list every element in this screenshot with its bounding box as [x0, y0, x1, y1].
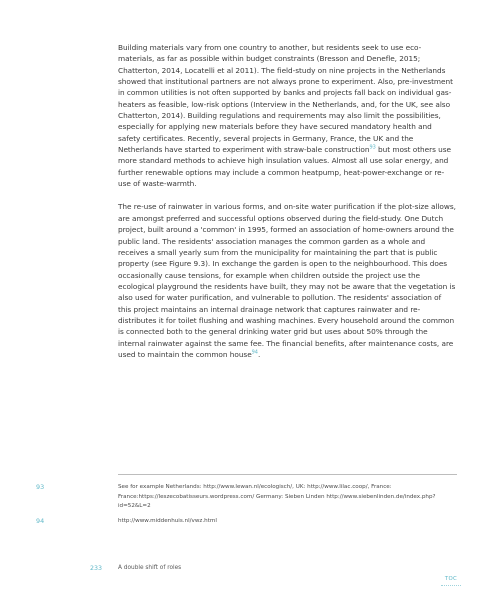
footnote-text: http://www.middenhuis.nl/vwz.html [118, 518, 217, 524]
page-number: 233 [90, 565, 103, 572]
paragraph-2-text: The re-use of rainwater in various forms, and on-site water purification if the plot-size allows, are amongst preferred and successful options observed during the field-study. One Dutch project, built around a 'common' in 1995, formed an association of home-owners around the public land. The residents' association manages the common garden as a whole and receives a small yearly sum from the municipality for maintaining the part that is public property (see Figure 9.3). In exchange the garden is open to the neighbourhood. This does occasionally cause tensions, for example when children outside the project use the ecological playground the residents have built, they may not be aware that the vegetation is also used for water purification, and vulnerable to pollution. The residents' association of this project maintains an internal drainage network that captures rainwater and re-distributes it for toilet flushing and washing machines. Every household around the common is connected both to the general drinking water grid but uses about 50% through the internal rainwater against the same fee. The financial benefits, after maintenance costs, are used to maintain the common house [118, 202, 456, 359]
footnote-text: See for example Netherlands: http://www.lewan.nl/ecologisch/, UK: http://www.lilac.coop/, France: France:https://leszecobatisseurs.wordpress.com/ Germany: Sieben Linden http://www.siebenlinden.de/index.php?id=52&L=2 [118, 484, 436, 510]
main-text [118, 42, 456, 372]
footnote-ref-94[interactable]: 94 [251, 349, 258, 356]
paragraph-1-text: Building materials vary from one country to another, but residents seek to use eco-materials, as far as possible within budget constraints (Bresson and Denefle, 2015; Chatterton, 2014, Locatelli et al 2011). The field-study on nine projects in the Netherlands showed that institutional partners are not always prone to experiment. Also, pre-investment in common utilities is not often supported by banks and projects fall back on individual gas-heaters as feasible, low-risk options (Interview in the Netherlands, and, for the UK, see also Chatterton, 2014). Building regulations and requirements may also limit the possibilities, especially for applying new materials before they have secured mandatory health and safety certificates. Recently, several projects in Germany, France, the UK and the Netherlands have started to experiment with straw-bale construction [118, 43, 453, 155]
footnote-number: 94 [36, 517, 45, 525]
toc-underline [441, 585, 461, 586]
toc-link[interactable]: TOC [444, 576, 458, 582]
footnote-divider [118, 474, 457, 475]
paragraph-2 [118, 201, 456, 360]
footnote-ref-93[interactable]: 93 [369, 144, 376, 151]
footnote-number: 93 [36, 483, 45, 491]
running-title: A double shift of roles [118, 565, 182, 571]
paragraph-1-text-cont: but most others use more standard methods to achieve high insulation values. Almost all use solar energy, and further renewable options may include a common heatpump, heat-power-exchange or re-use of waste-warmth. [118, 145, 452, 189]
paragraph-2-text-cont: . [257, 349, 261, 359]
paragraph-1 [118, 42, 456, 189]
